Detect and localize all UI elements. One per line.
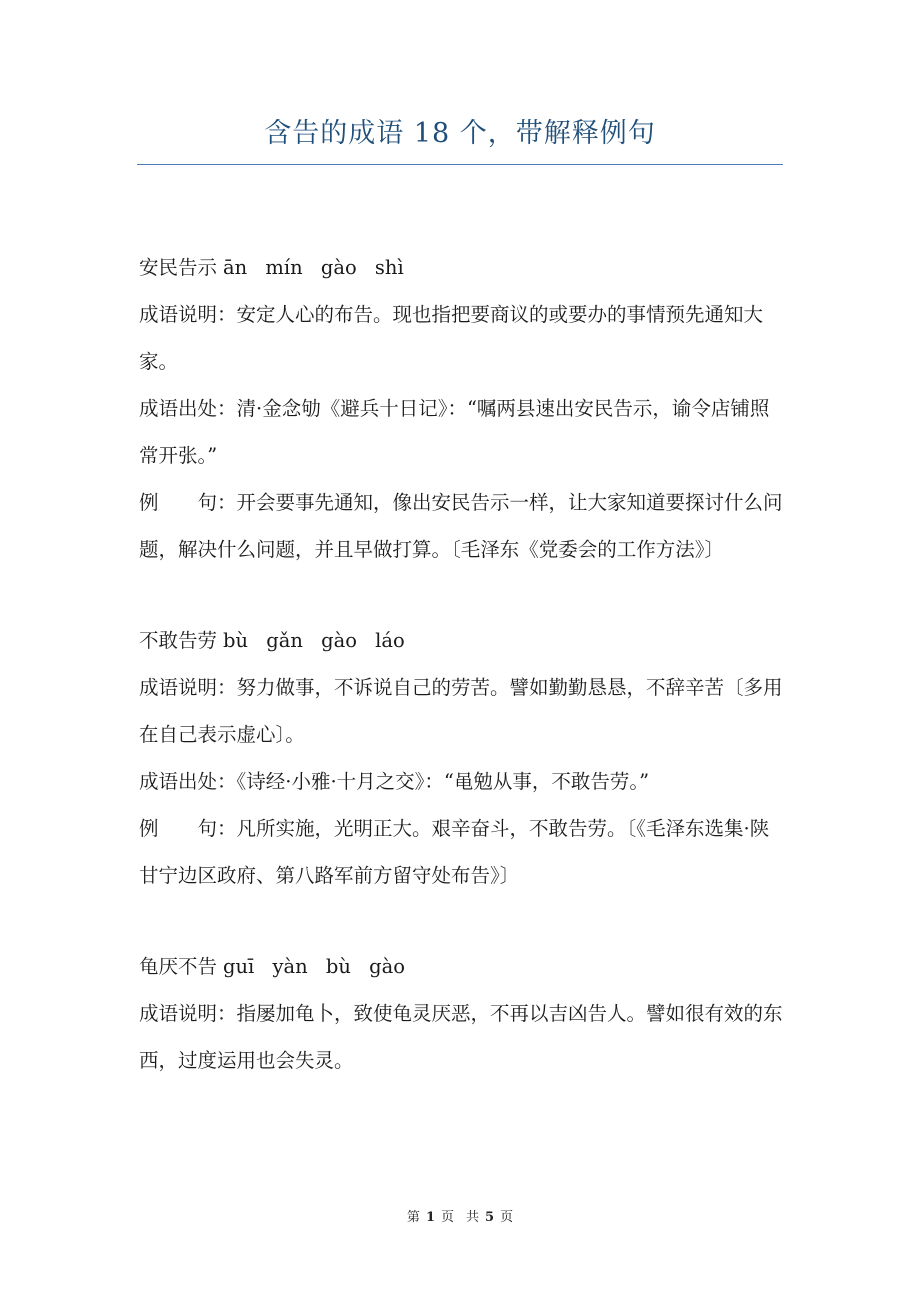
example-text: 开会要事先通知，像出安民告示一样，让大家知道要探讨什么问题，解决什么问题，并且早做打算。〔毛泽东《党委会的工作方法》〕 <box>139 491 783 561</box>
idiom-explanation <box>139 664 787 758</box>
explanation-label: 成语说明： <box>139 1002 237 1025</box>
page-number: 1 <box>425 1210 435 1225</box>
page-suffix: 页 <box>440 1210 454 1225</box>
page-title: 含告的成语 18 个，带解释例句 <box>264 118 656 149</box>
example-label: 例 句： <box>139 491 237 514</box>
page-prefix: 第 <box>406 1210 420 1225</box>
total-prefix: 共 <box>466 1210 480 1225</box>
explanation-text: 指屡加龟卜，致使龟灵厌恶，不再以吉凶告人。譬如很有效的东西，过度运用也会失灵。 <box>139 1002 783 1072</box>
idiom-pinyin: ān mín gào shì <box>223 256 404 279</box>
explanation-label: 成语说明： <box>139 303 237 326</box>
idiom-pinyin: bù gǎn gào láo <box>223 629 405 652</box>
idiom-name: 安民告示 <box>139 256 218 279</box>
explanation-text: 努力做事，不诉说自己的劳苦。譬如勤勤恳恳，不辞辛苦〔多用在自己表示虚心〕。 <box>139 676 783 746</box>
idiom-example <box>139 805 787 899</box>
idiom-pinyin: guī yàn bù gào <box>223 955 405 978</box>
page-footer <box>0 1206 920 1225</box>
idiom-entry <box>139 617 787 899</box>
source-text: 清·金念劬《避兵十日记》：“嘱两县速出安民告示，谕令店铺照常开张。” <box>139 397 770 467</box>
idiom-heading <box>139 617 787 664</box>
idiom-explanation <box>139 990 787 1084</box>
idiom-name: 龟厌不告 <box>139 955 218 978</box>
total-pages: 5 <box>485 1210 495 1225</box>
page-indicator <box>404 1210 457 1225</box>
idiom-heading <box>139 244 787 291</box>
idiom-heading <box>139 943 787 990</box>
idiom-explanation <box>139 291 787 385</box>
document-body <box>139 244 787 1128</box>
explanation-label: 成语说明： <box>139 676 237 699</box>
title-divider <box>137 164 783 165</box>
total-pages-indicator <box>463 1210 516 1225</box>
idiom-source <box>139 385 787 479</box>
idiom-example <box>139 479 787 573</box>
idiom-name: 不敢告劳 <box>139 629 218 652</box>
source-label: 成语出处： <box>139 770 237 793</box>
source-label: 成语出处： <box>139 397 237 420</box>
explanation-text: 安定人心的布告。现也指把要商议的或要办的事情预先通知大家。 <box>139 303 764 373</box>
source-text: 《诗经·小雅·十月之交》：“黾勉从事，不敢告劳。” <box>236 770 650 793</box>
idiom-entry <box>139 943 787 1084</box>
idiom-entry <box>139 244 787 573</box>
example-text: 凡所实施，光明正大。艰辛奋斗，不敢告劳。〔《毛泽东选集·陕甘宁边区政府、第八路军前方留守处布告》〕 <box>139 817 770 887</box>
total-suffix: 页 <box>500 1210 514 1225</box>
example-label: 例 句： <box>139 817 237 840</box>
idiom-source <box>139 758 787 805</box>
